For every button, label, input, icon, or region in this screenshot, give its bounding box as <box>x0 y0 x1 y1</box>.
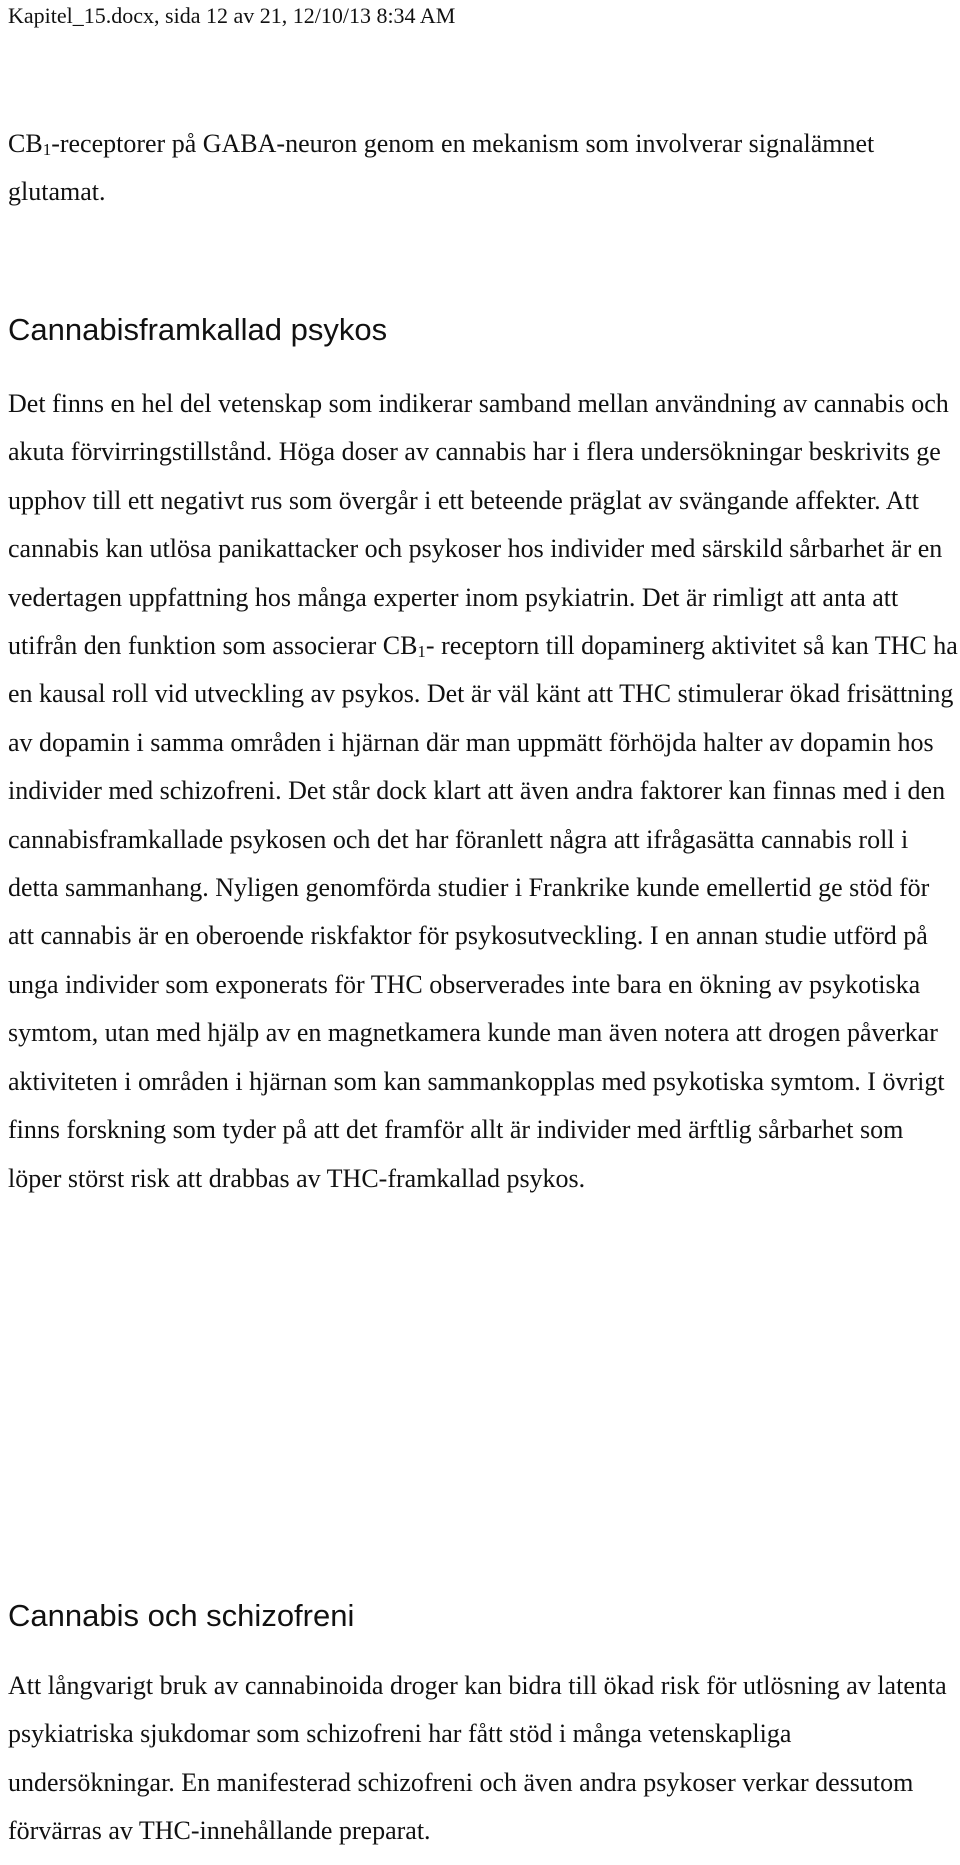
schizophrenia-text: Att långvarigt bruk av cannabinoida droger kan bidra till ökad risk för utlösning av latenta psykiatriska sjukdomar som schizofreni har fått stöd i många vetenskapliga undersökningar. En manifesterad schizofreni och även andra psykoser verkar dessutom förvärras av THC-innehållande preparat. <box>8 1671 947 1846</box>
intro-paragraph <box>8 120 958 216</box>
intro-prefix: CB <box>8 129 43 158</box>
psychosis-subscript: 1 <box>417 642 426 662</box>
header-text: Kapitel_15.docx, sida 12 av 21, 12/10/13 8:34 AM <box>8 3 456 28</box>
intro-subscript: 1 <box>42 140 52 159</box>
page-header <box>8 2 455 30</box>
intro-suffix: -receptorer på GABA-neuron genom en mekanism som involverar signalämnet glutamat. <box>8 129 875 206</box>
heading-cannabis-psychosis: Cannabisframkallad psykos <box>8 312 388 347</box>
psychosis-paragraph <box>8 380 960 1203</box>
heading-cannabis-schizophrenia: Cannabis och schizofreni <box>8 1598 355 1633</box>
schizophrenia-paragraph <box>8 1662 958 1856</box>
psychosis-text-part1: Det finns en hel del vetenskap som indikerar samband mellan användning av cannabis och akuta förvirringstillstånd. Höga doser av cannabis har i flera undersökningar beskrivits ge upphov till ett negativt rus som övergår i ett beteende präglat av svängande affekter. Att cannabis kan utlösa panikattacker och psykoser hos individer med särskild sårbarhet är en vedertagen uppfattning hos många experter inom psykiatrin. Det är rimligt att anta att utifrån den funktion som associerar CB <box>8 389 949 661</box>
psychosis-text-part2: - receptorn till dopaminerg aktivitet så kan THC ha en kausal roll vid utveckling av psykos. Det är väl känt att THC stimulerar ökad frisättning av dopamin i samma områden i hjärnan där man uppmätt förhöjda halter av dopamin hos individer med schizofreni. Det står dock klart att även andra faktorer kan finnas med i den cannabisframkallade psykosen och det har föranlett några att ifrågasätta cannabis roll i detta sammanhang. Nyligen genomförda studier i Frankrike kunde emellertid ge stöd för att cannabis är en oberoende riskfaktor för psykosutveckling. I en annan studie utförd på unga individer som exponerats för THC observerades inte bara en ökning av psykotiska symtom, utan med hjälp av en magnetkamera kunde man även notera att drogen påverkar aktiviteten i områden i hjärnan som kan sammankopplas med psykotiska symtom. I övrigt finns forskning som tyder på att det framför allt är individer med ärftlig sårbarhet som löper störst risk att drabbas av THC-framkallad psykos. <box>8 631 958 1193</box>
